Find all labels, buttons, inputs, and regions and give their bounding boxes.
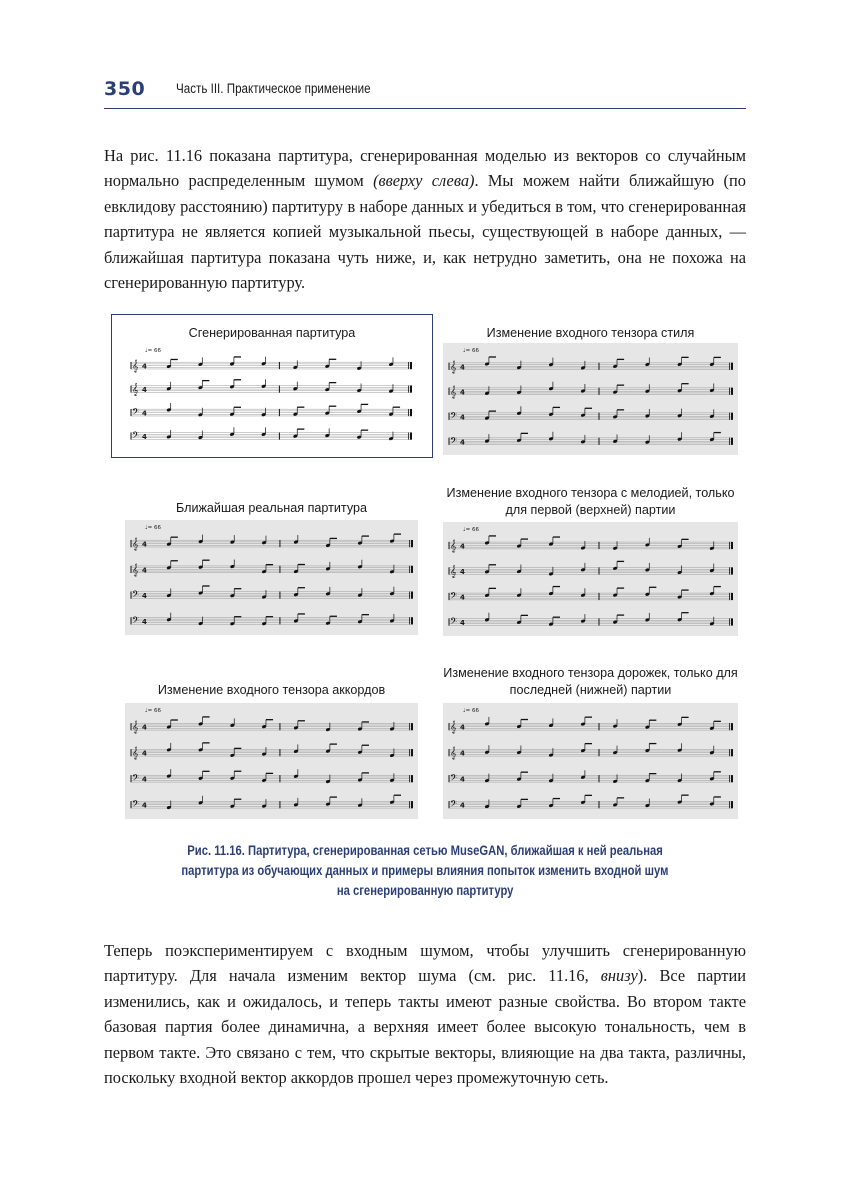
svg-text:4: 4 bbox=[142, 433, 147, 442]
tempo-marking: ♩= 66 bbox=[463, 527, 479, 533]
panel-title-style: Изменение входного тензора стиля bbox=[486, 326, 695, 340]
intro-italic: (вверху слева) bbox=[373, 171, 475, 191]
svg-text:4: 4 bbox=[142, 592, 147, 601]
staff bbox=[449, 770, 732, 785]
bass-clef-icon: 𝄢 bbox=[132, 798, 140, 812]
svg-text:4: 4 bbox=[142, 801, 147, 810]
staff bbox=[449, 795, 732, 812]
panel-title-tracks bbox=[443, 665, 738, 698]
bass-clef-icon: 𝄢 bbox=[450, 590, 458, 604]
staff bbox=[449, 587, 732, 604]
staff bbox=[131, 379, 411, 396]
staff bbox=[449, 613, 732, 629]
score-tracks-change bbox=[443, 703, 738, 819]
score-notation bbox=[443, 343, 738, 455]
score-notation bbox=[443, 703, 738, 819]
svg-text:4: 4 bbox=[460, 542, 465, 551]
treble-clef-icon: 𝄞 bbox=[132, 720, 139, 734]
bass-clef-icon: 𝄢 bbox=[132, 589, 140, 603]
staff bbox=[449, 561, 732, 578]
panel-title-melody-text: Изменение входного тензора с мелодией, только для первой (верхней) партии bbox=[446, 486, 735, 517]
treble-clef-icon: 𝄞 bbox=[450, 746, 457, 760]
score-nearest-real bbox=[125, 520, 418, 635]
svg-text:4: 4 bbox=[460, 801, 465, 810]
treble-clef-icon: 𝄞 bbox=[132, 746, 139, 760]
staff bbox=[131, 560, 412, 577]
treble-clef-icon: 𝄞 bbox=[132, 537, 139, 551]
treble-clef-icon: 𝄞 bbox=[132, 563, 139, 577]
running-head: Часть III. Практическое применение bbox=[176, 81, 371, 96]
caption-line-1 bbox=[187, 841, 663, 861]
outro-text-1: Теперь поэкспериментируем с входным шумом, чтобы улучшить сгенерированную партитуру. Для начала изменим вектор шума (см. рис. 11.16, bbox=[104, 941, 746, 986]
page-number: 350 bbox=[104, 78, 146, 100]
svg-text:4: 4 bbox=[142, 617, 147, 626]
svg-text:4: 4 bbox=[460, 775, 465, 784]
svg-text:4: 4 bbox=[460, 363, 465, 372]
bass-clef-icon: 𝄢 bbox=[450, 798, 458, 812]
bass-clef-icon: 𝄢 bbox=[132, 406, 140, 420]
tempo-marking: ♩= 66 bbox=[145, 525, 161, 531]
caption-text-1: Партитура, сгенерированная сетью MuseGAN, ближайшая к ней реальная bbox=[244, 843, 663, 858]
svg-text:4: 4 bbox=[460, 723, 465, 732]
svg-text:4: 4 bbox=[460, 413, 465, 422]
treble-clef-icon: 𝄞 bbox=[450, 385, 457, 399]
staff bbox=[131, 534, 412, 550]
page-header bbox=[104, 78, 746, 108]
treble-clef-icon: 𝄞 bbox=[132, 383, 139, 397]
staff bbox=[449, 743, 732, 759]
tempo-marking: ♩= 66 bbox=[463, 348, 479, 354]
staff bbox=[449, 382, 732, 399]
score-notation bbox=[125, 343, 417, 449]
staff bbox=[131, 769, 412, 786]
intro-paragraph bbox=[104, 143, 746, 295]
treble-clef-icon: 𝄞 bbox=[450, 564, 457, 578]
header-rule bbox=[104, 108, 746, 109]
panel-title-chords: Изменение входного тензора аккордов bbox=[157, 683, 386, 697]
outro-paragraph bbox=[104, 938, 746, 1090]
outro-italic: внизу bbox=[600, 966, 638, 986]
bass-clef-icon: 𝄢 bbox=[450, 435, 458, 449]
bass-clef-icon: 𝄢 bbox=[132, 772, 140, 786]
score-melody-change bbox=[443, 522, 738, 636]
svg-text:4: 4 bbox=[142, 775, 147, 784]
caption-line-3: на сгенерированную партитуру bbox=[336, 883, 514, 898]
svg-text:4: 4 bbox=[142, 540, 147, 549]
svg-text:4: 4 bbox=[142, 749, 147, 758]
svg-text:4: 4 bbox=[142, 362, 147, 371]
svg-text:4: 4 bbox=[142, 723, 147, 732]
staff bbox=[449, 536, 732, 553]
staff bbox=[449, 432, 732, 448]
figure-caption bbox=[104, 841, 746, 901]
staff bbox=[131, 427, 411, 443]
svg-text:4: 4 bbox=[460, 593, 465, 602]
staff bbox=[131, 795, 412, 811]
staff bbox=[449, 406, 732, 423]
treble-clef-icon: 𝄞 bbox=[132, 359, 139, 373]
staff bbox=[449, 717, 732, 734]
staff bbox=[131, 357, 411, 373]
svg-text:4: 4 bbox=[460, 438, 465, 447]
bass-clef-icon: 𝄢 bbox=[132, 430, 140, 444]
svg-text:4: 4 bbox=[460, 749, 465, 758]
bass-clef-icon: 𝄢 bbox=[450, 410, 458, 424]
treble-clef-icon: 𝄞 bbox=[450, 720, 457, 734]
panel-title-tracks-text: Изменение входного тензора дорожек, только для последней (нижней) партии bbox=[443, 666, 738, 697]
svg-text:4: 4 bbox=[142, 386, 147, 395]
staff bbox=[449, 357, 732, 373]
svg-text:4: 4 bbox=[460, 618, 465, 627]
bass-clef-icon: 𝄢 bbox=[450, 615, 458, 629]
score-notation bbox=[125, 703, 418, 819]
svg-text:4: 4 bbox=[460, 388, 465, 397]
bass-clef-icon: 𝄢 bbox=[450, 772, 458, 786]
panel-title-nearest: Ближайшая реальная партитура bbox=[175, 501, 368, 515]
caption-label: Рис. 11.16. bbox=[187, 843, 245, 858]
staff bbox=[131, 613, 412, 628]
outro-text-2: ). Все партии изменились, как и ожидалось, и теперь такты имеют разные свойства. Во втором такте базовая партия более динамична, а верхняя имеет более высокую тональность, чем в первом такте. Это связано с тем, что скрытые векторы, влияющие на два такта, различны, поскольку входной вектор аккордов прошел через промежуточную сеть. bbox=[104, 966, 746, 1088]
svg-text:4: 4 bbox=[142, 409, 147, 418]
score-generated bbox=[125, 343, 417, 449]
score-style-change bbox=[443, 343, 738, 455]
score-notation bbox=[443, 522, 738, 636]
svg-text:4: 4 bbox=[142, 566, 147, 575]
panel-title-melody bbox=[443, 485, 738, 518]
staff bbox=[131, 743, 412, 760]
score-chords-change bbox=[125, 703, 418, 819]
staff bbox=[131, 717, 412, 734]
staff bbox=[131, 586, 412, 602]
svg-text:4: 4 bbox=[460, 567, 465, 576]
treble-clef-icon: 𝄞 bbox=[450, 360, 457, 374]
tempo-marking: ♩= 66 bbox=[463, 708, 479, 714]
tempo-marking: ♩= 66 bbox=[145, 348, 161, 354]
intro-text-1: На рис. 11.16 показана партитура, сгенерированная моделью из векторов со случайным нормально распределенным шумом bbox=[104, 146, 746, 191]
intro-text-2: . Мы можем найти ближайшую (по евклидову расстоянию) партитуру в наборе данных и убедиться в том, что сгенерированная партитура не является копией музыкальной пьесы, существующей в наборе данных, — ближайшая партитура показана чуть ниже, и, как нетрудно заметить, она не похожа на сгенерированную партитуру. bbox=[104, 171, 746, 293]
bass-clef-icon: 𝄢 bbox=[132, 614, 140, 628]
tempo-marking: ♩= 66 bbox=[145, 708, 161, 714]
score-notation bbox=[125, 520, 418, 635]
staff bbox=[131, 403, 411, 420]
panel-title-generated: Сгенерированная партитура bbox=[188, 326, 356, 340]
caption-line-2: партитура из обучающих данных и примеры влияния попыток изменить входной шум bbox=[181, 863, 669, 878]
treble-clef-icon: 𝄞 bbox=[450, 539, 457, 553]
